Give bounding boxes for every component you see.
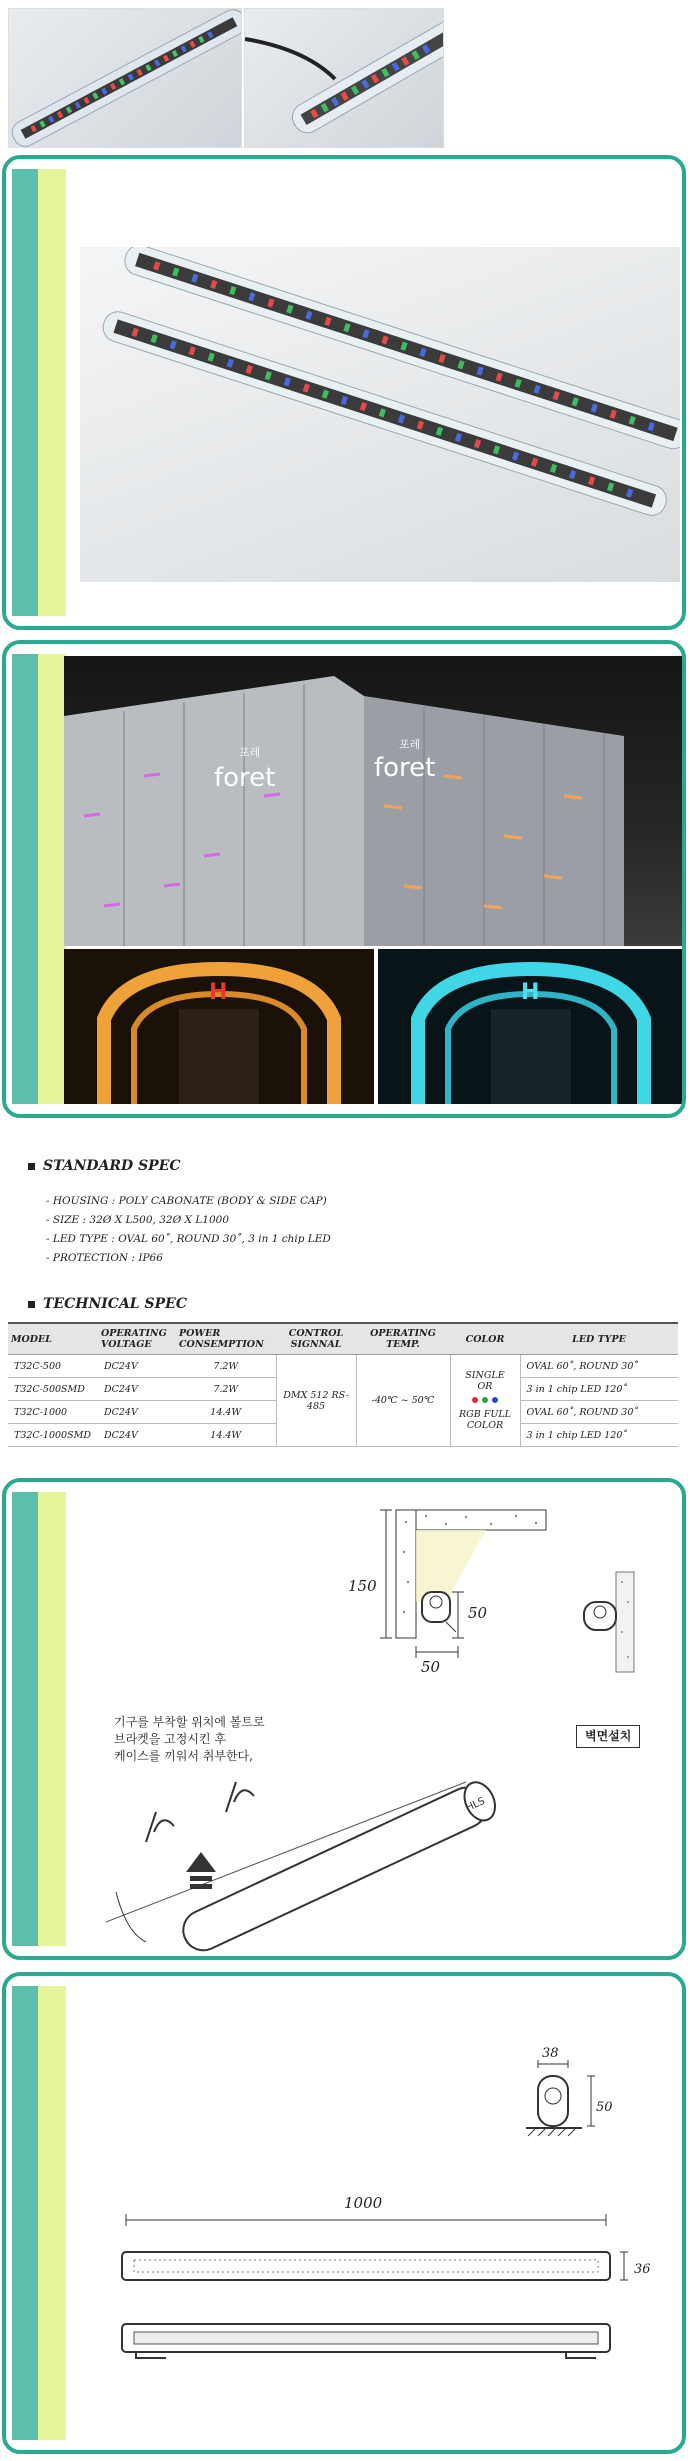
- sign-foret-left: foret: [214, 763, 276, 793]
- led-tube-image: [9, 9, 241, 147]
- green-dot: [482, 1397, 488, 1403]
- dim-label-50-side: 50: [468, 1604, 488, 1622]
- header-temp: OPERATING TEMP.: [356, 1323, 450, 1355]
- dim-label-150: 150: [348, 1577, 377, 1595]
- table-row: [8, 1355, 678, 1378]
- red-dot: [472, 1397, 478, 1403]
- technical-spec-title: TECHNICAL SPEC: [28, 1296, 187, 1312]
- installation-note-line-2: 브라켓을 고정시킨 후: [114, 1732, 226, 1746]
- cell-model: T32C-500SMD: [8, 1378, 98, 1401]
- wall-mount-badge: 벽면설치: [576, 1725, 640, 1748]
- cell-model: T32C-1000SMD: [8, 1424, 98, 1447]
- cell-power: 14.4W: [176, 1401, 276, 1424]
- dim-label-36: 36: [634, 2262, 651, 2277]
- cell-power: 7.2W: [176, 1378, 276, 1401]
- cell-model: T32C-1000: [8, 1401, 98, 1424]
- yellow-stripe: [38, 1986, 66, 2440]
- cell-voltage: DC24V: [98, 1378, 176, 1401]
- header-model: MODEL: [8, 1323, 98, 1355]
- table-header-row: [8, 1323, 678, 1355]
- header-power: POWER CONSEMPTION: [176, 1323, 276, 1355]
- installation-note: [114, 1714, 265, 1765]
- cell-voltage: DC24V: [98, 1401, 176, 1424]
- teal-stripe: [12, 654, 38, 1104]
- header-voltage: OPERATING VOLTAGE: [98, 1323, 176, 1355]
- tube-bracket-installation-drawing: [106, 1772, 526, 1952]
- dim-label-38: 38: [542, 2046, 559, 2061]
- cell-led: OVAL 60˚, ROUND 30˚: [520, 1401, 678, 1424]
- blue-dot: [492, 1397, 498, 1403]
- sign-foret-right: foret: [374, 753, 436, 783]
- spec-housing: - HOUSING : POLY CABONATE (BODY & SIDE CAP): [46, 1195, 327, 1207]
- cell-power: 7.2W: [176, 1355, 276, 1378]
- dimension-diagram-panel: [2, 1972, 686, 2454]
- cell-color: [450, 1355, 520, 1447]
- dim-label-1000: 1000: [344, 2194, 383, 2212]
- hotel-letter-right: H: [521, 980, 540, 1005]
- cell-led: OVAL 60˚, ROUND 30˚: [520, 1355, 678, 1378]
- installation-note-line-1: 기구를 부착할 위치에 볼트로: [114, 1715, 265, 1729]
- sign-korean-left: 포레: [239, 746, 261, 759]
- cell-model: T32C-500: [8, 1355, 98, 1378]
- yellow-stripe: [38, 169, 66, 616]
- cell-led: 3 in 1 chip LED 120˚: [520, 1378, 678, 1401]
- header-led-type: LED TYPE: [520, 1323, 678, 1355]
- cell-voltage: DC24V: [98, 1424, 176, 1447]
- teal-stripe: [12, 169, 38, 616]
- hotel-entrance-cyan-photo: [378, 949, 684, 1104]
- dim-label-50: 50: [596, 2100, 613, 2115]
- cell-led: 3 in 1 chip LED 120˚: [520, 1424, 678, 1447]
- hotel-letter-left: H: [209, 980, 228, 1005]
- tube-logo: HLS: [464, 1795, 487, 1815]
- cell-voltage: DC24V: [98, 1355, 176, 1378]
- spec-protection: - PROTECTION : IP66: [46, 1252, 163, 1264]
- mounting-cross-section-diagram: [366, 1502, 666, 1692]
- building-facade-photo: [64, 656, 684, 946]
- teal-stripe: [12, 1492, 38, 1946]
- technical-spec-table: [8, 1322, 678, 1447]
- tube-length-diagram: [106, 2208, 666, 2368]
- thumbnail-product-photo-1: [8, 8, 242, 148]
- yellow-stripe: [38, 654, 66, 1104]
- color-rgb-label: RGB FULL COLOR: [459, 1409, 511, 1431]
- installation-note-line-3: 케이스를 끼워서 취부한다,: [114, 1749, 253, 1763]
- spec-size: - SIZE : 32Ø X L500, 32Ø X L1000: [46, 1214, 230, 1226]
- hotel-entrance-orange-photo: [64, 949, 374, 1104]
- cell-control: DMX 512 RS-485: [276, 1355, 356, 1447]
- standard-spec-title: STANDARD SPEC: [28, 1158, 181, 1174]
- product-photo-panel: [2, 155, 686, 630]
- spec-led-type: - LED TYPE : OVAL 60˚, ROUND 30˚, 3 in 1 chip LED: [46, 1233, 331, 1245]
- installation-diagram-panel: [2, 1478, 686, 1960]
- sign-korean-right: 포레: [399, 738, 421, 751]
- header-color: COLOR: [450, 1323, 520, 1355]
- thumbnail-product-photo-2: [244, 8, 444, 148]
- yellow-stripe: [38, 1492, 66, 1946]
- dim-label-50-bottom: 50: [421, 1658, 441, 1676]
- header-control: CONTROL SIGNNAL: [276, 1323, 356, 1355]
- led-tube-closeup-image: [245, 9, 443, 147]
- cell-power: 14.4W: [176, 1424, 276, 1447]
- led-tubes-photo: [80, 247, 680, 582]
- color-single-label: SINGLE OR: [465, 1370, 505, 1392]
- color-dots: [457, 1395, 514, 1406]
- teal-stripe: [12, 1986, 38, 2440]
- installation-photo-panel: [2, 640, 686, 1118]
- cell-temp: -40℃ ~ 50℃: [356, 1355, 450, 1447]
